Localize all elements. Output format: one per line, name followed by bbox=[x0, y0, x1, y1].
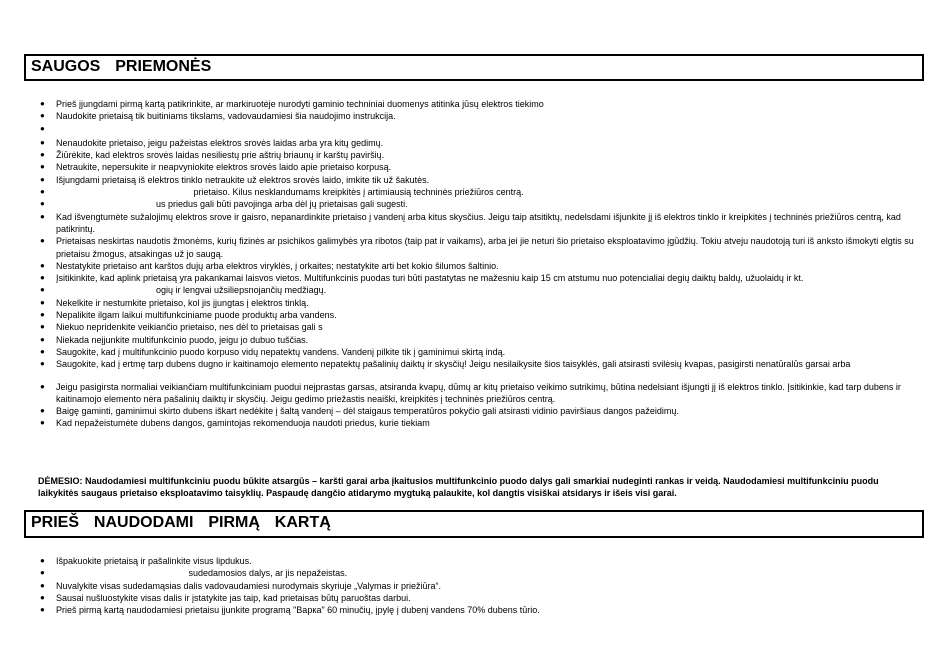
list-item-text: Nepalikite ilgam laikui multifunkciniame puode produktų arba vandens. bbox=[56, 310, 337, 321]
list-item-text: prietaiso. Kilus nesklandumams kreipkitės į artimiausią techninės priežiūros centrą. bbox=[56, 187, 524, 198]
list-item-text: Jeigu pasigirsta normaliai veikiančiam multifunkciniam puodui neįprastas garsas, atsiranda kvapų, dūmų ar kitų prietaiso veikimo sutrikimų, būtina nedelsiant išjungti jį iš elektros tinklo. Įsitikinkie, kad tarp dubens ir kaitinamojo elemento nėra pašalinių daiktų ir skysčių. Jeigu gedimo priežastis neaiški, kreipkitės į techninės priežiūros centrą. bbox=[56, 381, 901, 404]
list-item-text: Saugokite, kad į multifunkcinio puodo korpuso vidų nepatektų vandens. Vandenį pilkite tik į gaminimui skirtą indą. bbox=[56, 346, 506, 357]
list-item-text: Naudokite prietaisą tik buitiniams tikslams, vadovaudamiesi šia naudojimo instrukcija. bbox=[56, 111, 396, 122]
list-item bbox=[34, 186, 919, 198]
list-item-text: sudedamosios dalys, ar jis nepažeistas. bbox=[56, 568, 348, 579]
bullet-icon: ● bbox=[40, 150, 45, 160]
bullet-icon: ● bbox=[40, 199, 45, 209]
list-item bbox=[34, 417, 919, 429]
bullet-icon: ● bbox=[40, 187, 45, 197]
list-item-text: ogių ir lengvai užsiliepsnojančių medžiagų. bbox=[56, 285, 327, 296]
list-item bbox=[34, 405, 919, 417]
bullet-icon: ● bbox=[40, 592, 45, 602]
list-item bbox=[34, 149, 919, 161]
list-item-text: Įsitikinkite, kad aplink prietaisą yra pakankamai laisvos vietos. Multifunkcinis puodas turi būti pastatytas ne mažesniu kaip 15 cm atstumu nuo potencialiai degių daiktų baldų, užuolaidų ir kt. bbox=[56, 273, 804, 284]
bullet-icon: ● bbox=[40, 406, 45, 416]
list-item bbox=[34, 235, 919, 260]
list-item bbox=[34, 567, 919, 579]
bullet-icon: ● bbox=[40, 322, 45, 332]
section-heading-safety bbox=[24, 54, 924, 81]
list-item-text: Saugokite, kad į ertmę tarp dubens dugno ir kaitinamojo elemento nepatektų pašalinių daiktų ir skysčių! Jeigu nesilaikysite šios taisyklės, gali atsirasti svilėsių kvapas, pasigirsti nenatūralūs garsai arba bbox=[56, 359, 851, 370]
list-item bbox=[34, 174, 919, 186]
bullet-icon: ● bbox=[40, 260, 45, 270]
bullet-icon: ● bbox=[40, 236, 45, 246]
list-item bbox=[34, 211, 919, 236]
list-item-text: Išpakuokite prietaisą ir pašalinkite visus lipdukus. bbox=[56, 556, 252, 566]
bullet-icon: ● bbox=[40, 346, 45, 356]
list-item bbox=[34, 321, 919, 333]
list-item bbox=[34, 260, 919, 272]
list-item bbox=[34, 98, 919, 110]
list-item bbox=[34, 309, 919, 321]
bullet-icon: ● bbox=[40, 418, 45, 428]
list-item-text: Kad nepažeistumėte dubens dangos, gamintojas rekomenduoja naudoti priedus, kurie tiekiam bbox=[56, 418, 430, 429]
list-item-text: Prieš įjungdami pirmą kartą patikrinkite, ar markiruotėje nurodyti gaminio techniniai duomenys atitinka jūsų elektros tiekimo bbox=[56, 99, 544, 109]
list-item bbox=[34, 381, 919, 406]
list-item-text: Baigę gaminti, gaminimui skirto dubens iškart nedėkite į šaltą vandenį – dėl staigaus temperatūros pokyčio gali atsirasti vidinio paviršiaus dangos pažeidimų. bbox=[56, 406, 679, 417]
warning-note: DĖMESIO: Naudodamiesi multifunkciniu puodu būkite atsargūs – karšti garai arba įkaitusios multifunkcinio puodo dalys gali smarkiai nudeginti rankas ir veidą. Naudodamiesi multifunkciniu puodu laikykitės saugaus prietaiso eksploatavimo taisyklių. Paspaudę dangčio atidarymo mygtuką palaukite, kol dangtis visiškai atsidarys ir išeis visi garai. bbox=[38, 476, 879, 499]
bullet-icon: ● bbox=[40, 605, 45, 615]
list-item bbox=[34, 297, 919, 309]
list-item bbox=[34, 346, 919, 358]
bullet-icon: ● bbox=[40, 111, 45, 121]
list-item-text: Niekada neįjunkite multifunkcinio puodo, jeigu jo dubuo tuščias. bbox=[56, 334, 309, 345]
list-item-text: Sausai nušluostykite visas dalis ir įstatykite jas taip, kad prietaisas būtų paruoštas darbui. bbox=[56, 592, 411, 603]
list-item bbox=[34, 592, 919, 604]
list-item bbox=[34, 137, 919, 149]
list-item-text: Prieš pirmą kartą naudodamiesi prietaisu įjunkite programą "Варка" 60 minučių, įpylę į dubenį vandens 70% dubens tūrio. bbox=[56, 605, 540, 616]
list-item bbox=[34, 358, 919, 370]
bullet-icon: ● bbox=[40, 381, 45, 391]
bullet-icon: ● bbox=[40, 359, 45, 369]
list-item bbox=[34, 580, 919, 592]
list-item bbox=[34, 555, 919, 567]
bullet-icon: ● bbox=[40, 334, 45, 344]
list-item bbox=[34, 198, 919, 210]
list-item bbox=[34, 110, 919, 122]
first-use-list bbox=[34, 555, 919, 616]
list-item-text: Nekelkite ir nestumkite prietaiso, kol jis įjungtas į elektros tinklą. bbox=[56, 297, 309, 308]
list-item-text: Kad išvengtumėte sužalojimų elektros srove ir gaisro, nepanardinkite prietaiso į vandenį arba kitus skysčius. Jeigu taip atsitiktų, nedelsdami išjunkite jį iš elektros tinklo ir kreipkitės į techninės priežiūros centrą, kad patikrintų. bbox=[56, 211, 901, 234]
list-item-text: Išjungdami prietaisą iš elektros tinklo netraukite už elektros srovės laido, imkite tik už šakutės. bbox=[56, 174, 430, 185]
bullet-icon: ● bbox=[40, 310, 45, 320]
bullet-icon: ● bbox=[40, 556, 45, 565]
bullet-icon: ● bbox=[40, 211, 45, 221]
list-item bbox=[34, 604, 919, 616]
section-heading-before-first-use bbox=[24, 510, 924, 538]
list-item-text: Žiūrėkite, kad elektros srovės laidas nesiliestų prie aštrių briaunų ir karštų paviršių. bbox=[56, 150, 385, 161]
list-item-text: us priedus gali būti pavojinga arba dėl jų prietaisas gali sugesti. bbox=[56, 199, 408, 210]
list-item-text: Prietaisas neskirtas naudotis žmonėms, kurių fizinės ar psichikos galimybės yra ribotos (taip pat ir vaikams), arba jei jie neturi šio prietaiso eksploatavimo įgūdžių. Tokiu atveju naudotoją turi iš anksto išmokyti elgtis su prietaisu žmogus, atsakingas už jo saugą. bbox=[56, 236, 914, 259]
bullet-icon: ● bbox=[40, 162, 45, 172]
bullet-icon: ● bbox=[40, 123, 45, 133]
bullet-icon: ● bbox=[40, 568, 45, 578]
bullet-icon: ● bbox=[40, 137, 45, 147]
list-item-text: Netraukite, nepersukite ir neapvyniokite elektros srovės laido apie prietaiso korpusą. bbox=[56, 162, 392, 173]
bullet-icon: ● bbox=[40, 580, 45, 590]
bullet-icon: ● bbox=[40, 99, 45, 108]
bullet-icon: ● bbox=[40, 285, 45, 295]
list-item-text: Nenaudokite prietaiso, jeigu pažeistas elektros srovės laidas arba yra kitų gedimų. bbox=[56, 137, 384, 148]
list-item bbox=[34, 161, 919, 173]
list-item bbox=[34, 123, 919, 135]
safety-list bbox=[34, 98, 919, 430]
section-title: PRIEŠ NAUDODAMI PIRMĄ KARTĄ bbox=[31, 514, 331, 531]
list-item-text: Niekuo nepridenkite veikiančio prietaiso, nes dėl to prietaisas gali s bbox=[56, 322, 323, 333]
section-title: SAUGOS PRIEMONĖS bbox=[31, 58, 212, 75]
list-item-text: Nestatykite prietaiso ant karštos dujų arba elektros viryklės, į orkaites; nestatykite arti bet kokio šilumos šaltinio. bbox=[56, 260, 499, 271]
bullet-icon: ● bbox=[40, 174, 45, 184]
list-item bbox=[34, 272, 919, 284]
bullet-icon: ● bbox=[40, 297, 45, 307]
bullet-icon: ● bbox=[40, 273, 45, 283]
list-item-text: Nuvalykite visas sudedamąsias dalis vadovaudamiesi nurodymais skyriuje „Valymas ir priežiūra“. bbox=[56, 580, 441, 591]
list-item bbox=[34, 334, 919, 346]
list-item bbox=[34, 284, 919, 296]
